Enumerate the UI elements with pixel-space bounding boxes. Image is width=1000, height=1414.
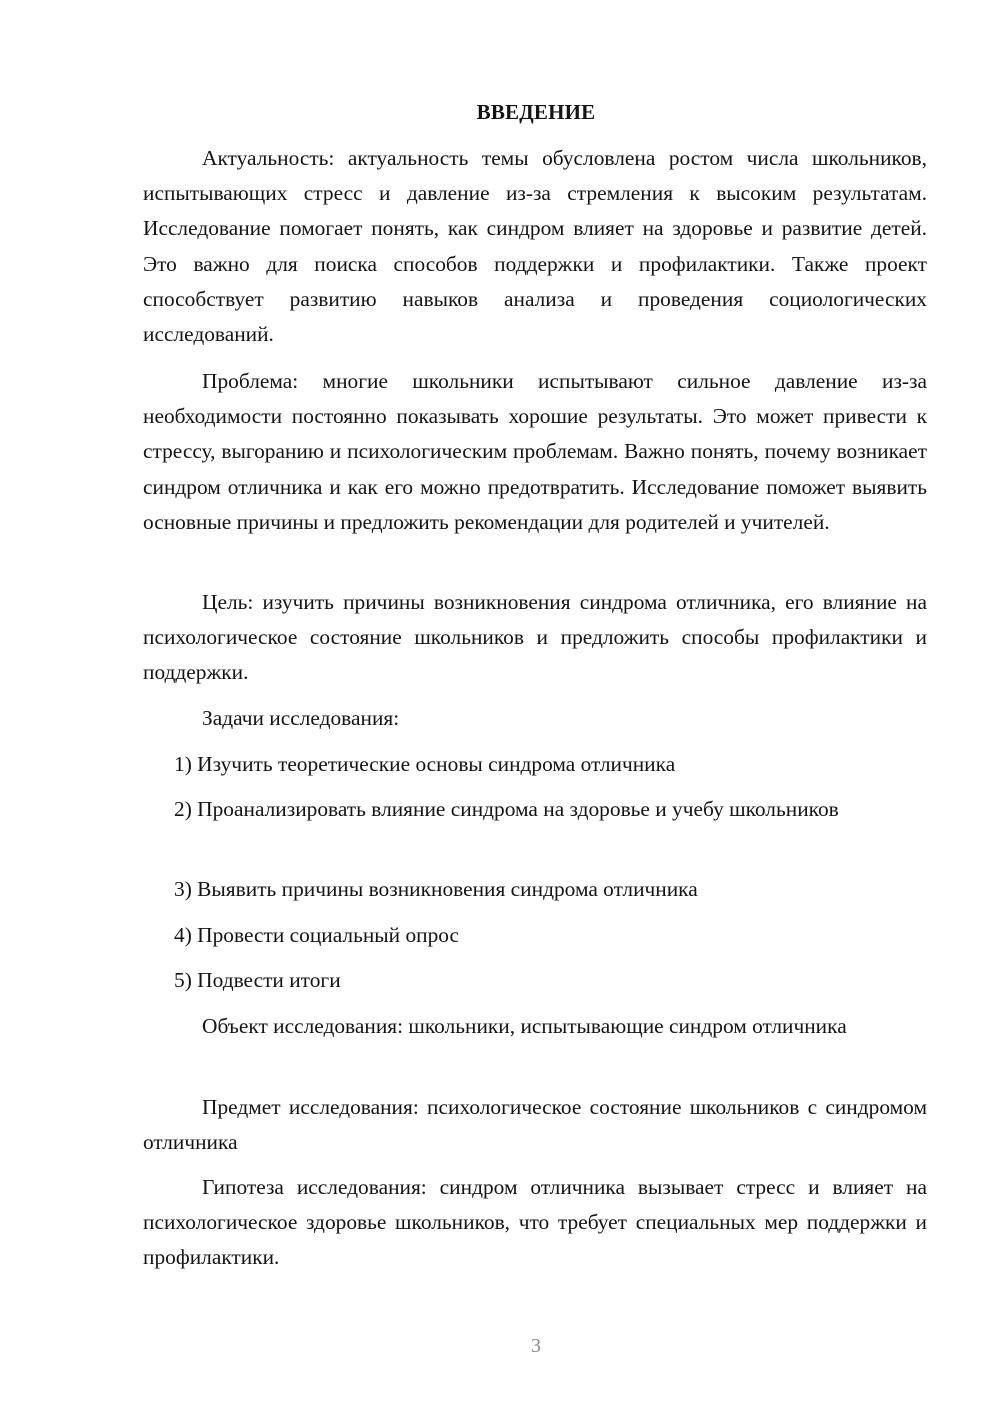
tasks-heading: Задачи исследования:: [202, 706, 400, 730]
task-item: 2) Проанализировать влияние синдрома на здоровье и учебу школьников: [174, 797, 839, 821]
goal-paragraph: Цель: изучить причины возникновения синдрома отличника, его влияние на психологическое состояние школьников и предложить способы профилактики и поддержки.: [143, 590, 927, 685]
page-number: 3: [531, 1335, 541, 1357]
task-item: 1) Изучить теоретические основы синдрома отличника: [174, 752, 676, 776]
object-paragraph: Объект исследования: школьники, испытывающие синдром отличника: [202, 1014, 847, 1038]
task-item: 4) Провести социальный опрос: [174, 923, 460, 947]
relevance-paragraph: Актуальность: актуальность темы обусловлена ростом числа школьников, испытывающих стресс и давление из-за стремления к высоким результатам. Исследование помогает понять, как синдром влияет на здоровье и развитие детей. Это важно для поиска способов поддержки и профилактики. Также проект способствует развитию навыков анализа и проведения социологических исследований.: [143, 146, 927, 347]
task-item: 3) Выявить причины возникновения синдрома отличника: [174, 877, 698, 901]
task-item: 5) Подвести итоги: [174, 968, 341, 992]
problem-paragraph: Проблема: многие школьники испытывают сильное давление из-за необходимости постоянно показывать хорошие результаты. Это может привести к стрессу, выгоранию и психологическим проблемам. Важно понять, почему возникает синдром отличника и как его можно предотвратить. Исследование поможет выявить основные причины и предложить рекомендации для родителей и учителей.: [143, 369, 927, 534]
subject-paragraph: Предмет исследования: психологическое состояние школьников с синдромом отличника: [143, 1095, 927, 1155]
page-title: ВВЕДЕНИЕ: [476, 100, 596, 124]
hypothesis-paragraph: Гипотеза исследования: синдром отличника вызывает стресс и влияет на психологическое здоровье школьников, что требует специальных мер поддержки и профилактики.: [143, 1175, 927, 1270]
